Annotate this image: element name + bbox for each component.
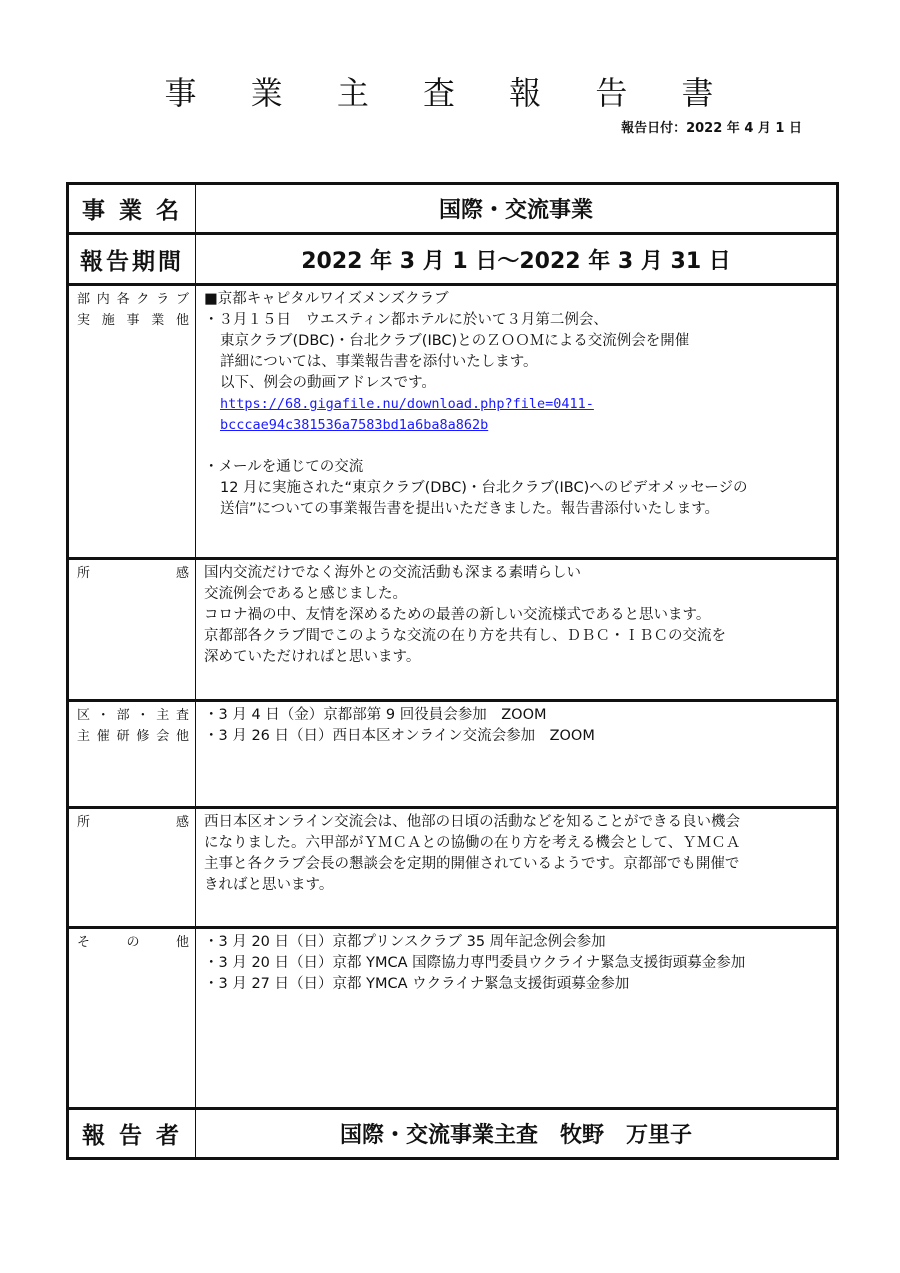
row-reporter bbox=[68, 1109, 838, 1159]
video-link[interactable]: bcccae94c381536a7583bd1a6ba8a862b bbox=[220, 417, 489, 433]
impression-1-label: 所 感 bbox=[68, 559, 196, 701]
period-label: 報告期間 bbox=[68, 234, 196, 285]
period-value: 2022 年 3 月 1 日～2022 年 3 月 31 日 bbox=[196, 234, 838, 285]
other-content: ・3 月 20 日（日）京都プリンスクラブ 35 周年記念例会参加 ・3 月 20 日（日）京都 YMCA 国際協力専門委員ウクライナ緊急支援街頭募金参加 ・3 月 27 日（日）京都 YMCA ウクライナ緊急支援街頭募金参加 bbox=[196, 928, 838, 1109]
reporter-label: 報 告 者 bbox=[68, 1109, 196, 1159]
impression-2-content: 西日本区オンライン交流会は、他部の日頃の活動などを知ることができる良い機会 になりました。六甲部がＹＭＣＡとの協働の在り方を考える機会として、ＹＭＣＡ 主事と各クラブ会長の懇談会を定期的開催されているようです。京都部でも開催で きればと思います。 bbox=[196, 808, 838, 928]
club-line: ・３月１５日 ウエスティン都ホテルに於いて３月第二例会、 bbox=[204, 312, 608, 328]
district-label: 区・部・主査 主催研修会他 bbox=[68, 701, 196, 808]
document-title: 事 業 主 査 報 告 書 bbox=[164, 74, 736, 112]
club-line: 東京クラブ(DBC)・台北クラブ(IBC)とのＺＯＯＭによる交流例会を開催 bbox=[220, 333, 690, 349]
impression-2-label: 所 感 bbox=[68, 808, 196, 928]
row-project bbox=[68, 184, 838, 234]
row-impression-2 bbox=[68, 808, 838, 928]
report-table bbox=[66, 182, 839, 1160]
row-district bbox=[68, 701, 838, 808]
mail-heading: ・メールを通じての交流 bbox=[204, 459, 364, 475]
district-content: ・3 月 4 日（金）京都部第 9 回役員会参加 ZOOM ・3 月 26 日（日）西日本区オンライン交流会参加 ZOOM bbox=[196, 701, 838, 808]
row-other bbox=[68, 928, 838, 1109]
impression-1-content: 国内交流だけでなく海外との交流活動も深まる素晴らしい 交流例会であると感じました。 コロナ禍の中、友情を深めるための最善の新しい交流様式であると思います。 京都部各クラブ間でこのような交流の在り方を共有し、ＤＢＣ・ＩＢＣの交流を 深めていただければと思います。 bbox=[196, 559, 838, 701]
row-period bbox=[68, 234, 838, 285]
club-line: 詳細については、事業報告書を添付いたします。 bbox=[220, 354, 538, 370]
reporter-value: 国際・交流事業主査 牧野 万里子 bbox=[196, 1109, 838, 1159]
other-label: そ の 他 bbox=[68, 928, 196, 1109]
club-activities-label: 部内各クラブ 実施事業他 bbox=[68, 285, 196, 559]
report-date: 報告日付：2022 年 4 月 1 日 bbox=[621, 121, 802, 136]
row-club-activities bbox=[68, 285, 838, 559]
row-impression-1 bbox=[68, 559, 838, 701]
video-link[interactable]: https://68.gigafile.nu/download.php?file=0411- bbox=[220, 396, 594, 412]
project-value: 国際・交流事業 bbox=[196, 184, 838, 234]
club-line: 以下、例会の動画アドレスです。 bbox=[220, 375, 436, 391]
project-label: 事 業 名 bbox=[68, 184, 196, 234]
club-heading: ■京都キャピタルワイズメンズクラブ bbox=[204, 291, 449, 307]
mail-line: 送信”についての事業報告書を提出いただきました。報告書添付いたします。 bbox=[220, 501, 720, 517]
club-activities-content bbox=[196, 285, 838, 559]
mail-line: 12 月に実施された“東京クラブ(DBC)・台北クラブ(IBC)へのビデオメッセージの bbox=[220, 480, 748, 496]
